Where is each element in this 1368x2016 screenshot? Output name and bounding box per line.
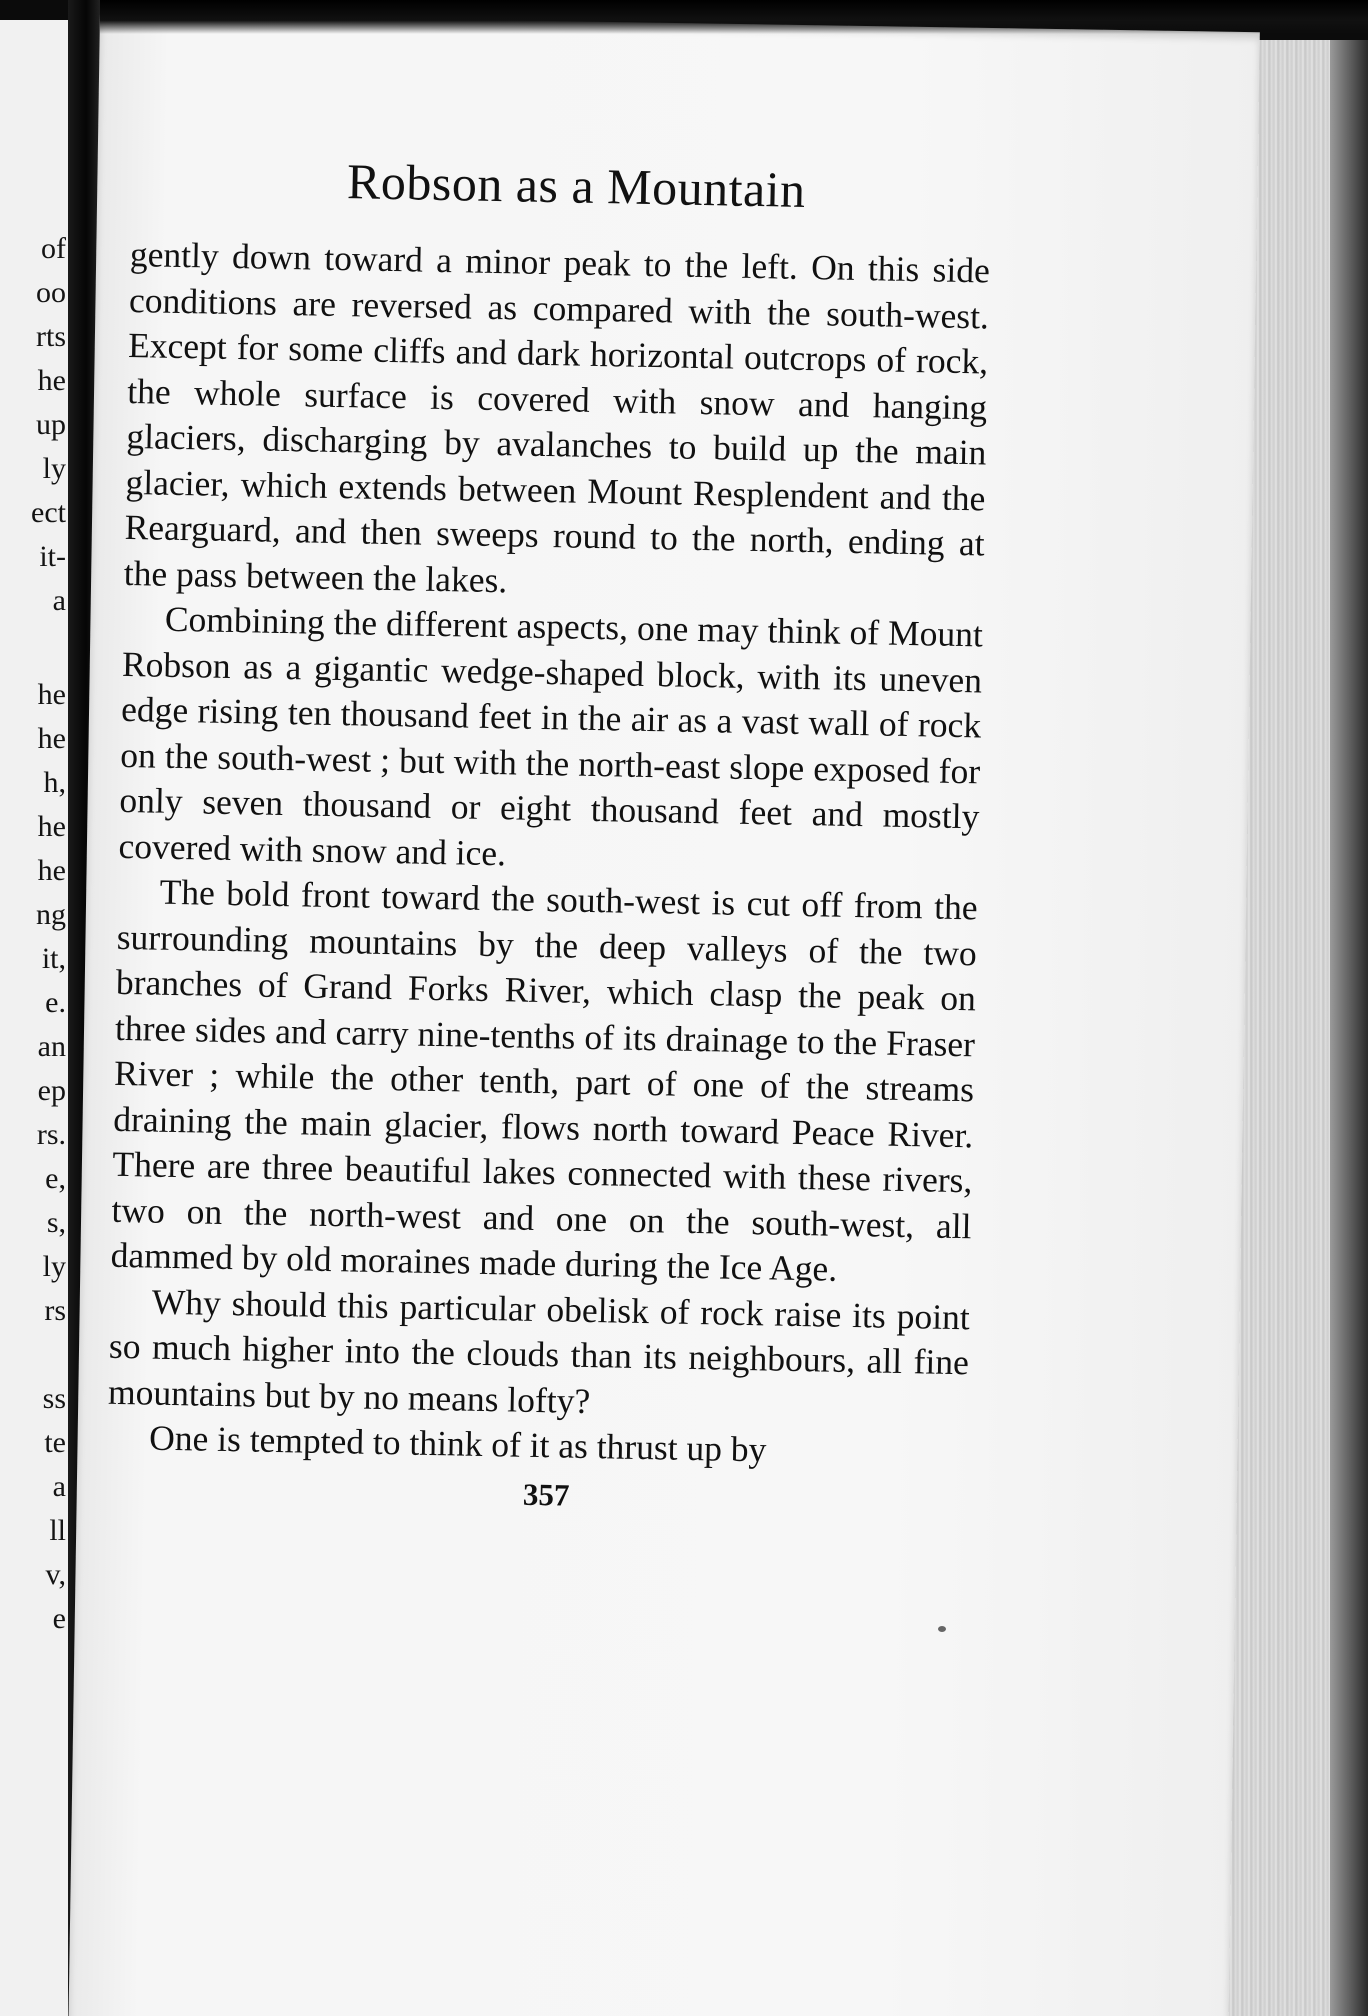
- facing-page-fragment: ll: [49, 1514, 66, 1547]
- facing-page-fragment: ly: [42, 1250, 66, 1283]
- paragraph: Combining the different aspects, one may think of Mount Robson as a gigantic wedge-shaped block, with its uneven edge rising ten thousand feet in the air as a vast wall of rock on the south-west ; but with the north-east slope exposed for only seven thousand or eight thousand feet and mostly covered with snow and ice.: [118, 598, 984, 873]
- facing-page-fragment: rs: [44, 1294, 66, 1327]
- facing-page-fragment: it-: [39, 540, 66, 573]
- facing-page-fragment: oo: [36, 276, 66, 309]
- facing-page-fragment: ect: [31, 496, 66, 529]
- facing-page-fragment: te: [44, 1426, 66, 1459]
- paragraph: One is tempted to think of it as thrust up by: [148, 1417, 767, 1470]
- facing-page-fragment: h,: [43, 766, 66, 799]
- facing-page-fragment: rs.: [36, 1118, 66, 1151]
- facing-page-fragment: e,: [45, 1162, 66, 1195]
- facing-page-edge: [0, 20, 68, 2016]
- facing-page-fragment: ss: [42, 1382, 66, 1415]
- paragraph: The bold front toward the south-west is cut off from the surrounding mountains by the deep valleys of the two branches of Grand Forks River, which clasp the peak on three sides and carry nine-tenths of its drainage to the Fraser River ; while the other tenth, part of one of the streams draining the main glacier, flows north toward Peace River. There are three beautiful lakes connected with these rivers, two on the north-west and one on the south-west, all dammed by old moraines made during the Ice Age.: [110, 871, 978, 1289]
- facing-page-fragment: he: [37, 810, 66, 843]
- facing-page-fragment: e: [52, 1602, 66, 1635]
- book-edge-shadow: [1330, 40, 1368, 2016]
- facing-page-fragment: e.: [45, 986, 66, 1019]
- facing-page-fragment: v,: [45, 1558, 66, 1591]
- facing-page-fragment: he: [37, 854, 66, 887]
- facing-page-fragment: ng: [36, 898, 66, 931]
- facing-page-fragment: he: [37, 678, 66, 711]
- facing-page-fragment: up: [36, 408, 66, 441]
- facing-page-fragment: of: [41, 232, 66, 265]
- running-head: Robson as a Mountain: [346, 153, 807, 218]
- top-edge-shadow: [100, 0, 1368, 34]
- page-number: 357: [522, 1476, 570, 1513]
- page-text-block: [106, 148, 992, 1521]
- paper-speck: [938, 1626, 946, 1632]
- facing-page-fragment: ly: [42, 452, 66, 485]
- facing-page-fragment: ep: [37, 1074, 66, 1107]
- facing-page-fragment: it,: [41, 942, 66, 975]
- facing-page-fragment: rts: [36, 320, 66, 353]
- facing-page-fragment: s,: [46, 1206, 66, 1239]
- paragraph: Why should this particular obelisk of rock raise its point so much higher into the clouds than its neighbours, all fine mountains but by no means lofty?: [107, 1281, 971, 1421]
- facing-page-fragment: an: [37, 1030, 66, 1063]
- facing-page-fragment: a: [52, 1470, 66, 1503]
- facing-page-fragment: he: [37, 364, 66, 397]
- paragraph: gently down toward a minor peak to the left. On this side conditions are reversed as compared with the south-west. Except for some cliffs and dark horizontal outcrops of rock, the whole surface is covered with snow and hanging glaciers, discharging by avalanches to build up the main glacier, which extends between Mount Resplendent and the Rearguard, and then sweeps round to the north, ending at the pass between the lakes.: [123, 233, 991, 600]
- facing-page-fragment: a: [52, 584, 66, 617]
- facing-page-fragment: he: [37, 722, 66, 755]
